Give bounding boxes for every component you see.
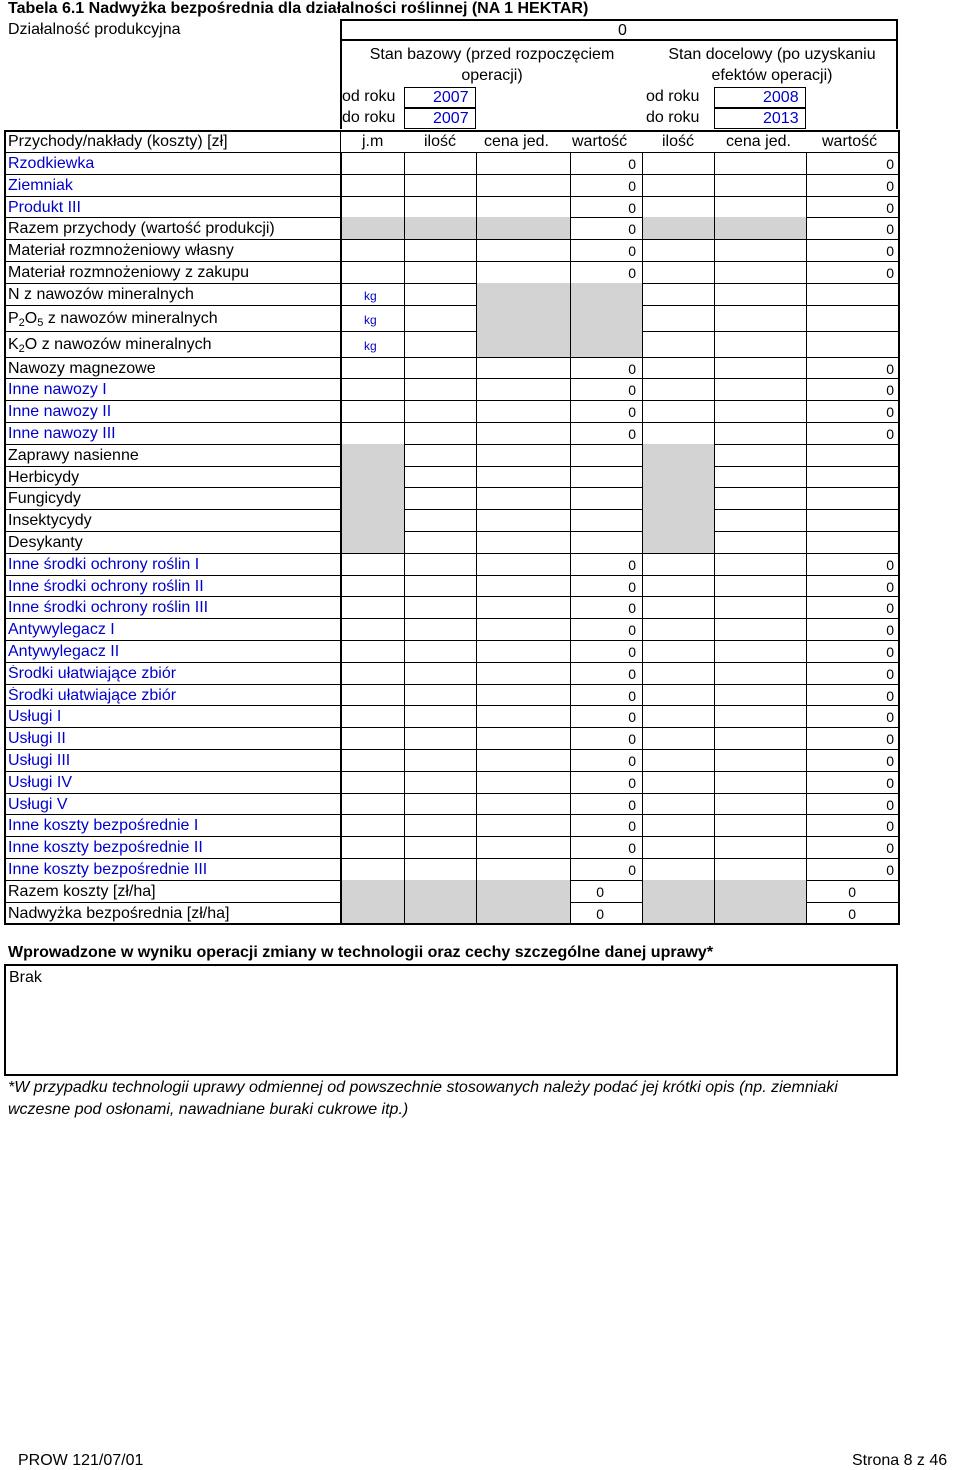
target-value: 0 xyxy=(886,199,894,216)
row-label: Usługi IV xyxy=(8,773,73,791)
grey-cell xyxy=(404,902,476,924)
row-divider xyxy=(4,283,898,284)
grey-cell xyxy=(714,880,806,902)
row-divider xyxy=(4,422,898,423)
row-divider xyxy=(4,858,898,859)
row-unit: kg xyxy=(364,288,377,303)
base-from-label: od roku xyxy=(342,88,396,105)
target-value: 0 xyxy=(886,360,894,377)
column-row-label: Przychody/nakłady (koszty) [zł] xyxy=(8,133,228,150)
target-value: 0 xyxy=(886,731,894,748)
changes-value: Brak xyxy=(9,969,42,986)
column-qty-target: ilość xyxy=(662,133,695,150)
target-value: 0 xyxy=(886,264,894,281)
grey-cell xyxy=(340,444,404,466)
grey-cell xyxy=(642,466,714,488)
row-label: Inne środki ochrony roślin I xyxy=(8,555,200,573)
grey-cell xyxy=(340,217,404,239)
target-value: 0 xyxy=(886,622,894,639)
row-divider xyxy=(4,261,898,262)
target-value: 0 xyxy=(886,404,894,421)
target-from-label: od roku xyxy=(646,88,700,105)
target-value: 0 xyxy=(886,221,894,238)
base-value: 0 xyxy=(628,243,636,260)
column-qty: ilość xyxy=(424,133,457,150)
grey-cell xyxy=(714,217,806,239)
grey-cell xyxy=(340,880,404,902)
target-value: 0 xyxy=(886,177,894,194)
grey-cell xyxy=(476,331,570,357)
target-value: 0 xyxy=(848,883,856,900)
base-value: 0 xyxy=(628,199,636,216)
base-value: 0 xyxy=(628,731,636,748)
base-value: 0 xyxy=(628,709,636,726)
grey-cell xyxy=(404,880,476,902)
target-value: 0 xyxy=(886,752,894,769)
row-divider xyxy=(4,531,898,532)
footnote: *W przypadku technologii uprawy odmiennej od powszechnie stosowanych należy podać jej krótki opis (np. ziemniaki wczesne pod osłonami, nawadniane buraki cukrowe itp.) xyxy=(8,1079,838,1118)
grey-cell xyxy=(642,217,714,239)
row-label: Nawozy magnezowe xyxy=(8,359,156,377)
grey-cell xyxy=(340,466,404,488)
grey-cell xyxy=(714,902,806,924)
row-divider xyxy=(4,466,898,467)
target-value: 0 xyxy=(886,709,894,726)
row-label: Inne nawozy II xyxy=(8,403,112,421)
grey-cell xyxy=(642,444,714,466)
changes-heading: Wprowadzone w wyniku operacji zmiany w technologii oraz cechy szczególne danej uprawy* xyxy=(8,944,714,961)
base-value: 0 xyxy=(628,818,636,835)
target-value: 0 xyxy=(886,600,894,617)
row-label: Insektycydy xyxy=(8,512,92,530)
grey-cell xyxy=(642,531,714,553)
base-value: 0 xyxy=(596,905,604,922)
footer-page-number: Strona 8 z 46 xyxy=(852,1452,948,1469)
target-value: 0 xyxy=(886,425,894,442)
column-divider xyxy=(340,152,342,923)
table-left-border xyxy=(4,130,6,923)
row-divider xyxy=(4,793,898,794)
row-divider xyxy=(4,596,898,597)
column-value: wartość xyxy=(572,133,628,150)
target-value: 0 xyxy=(886,796,894,813)
page-title: Tabela 6.1 Nadwyżka bezpośrednia dla działalności roślinnej (NA 1 HEKTAR) xyxy=(8,0,589,17)
row-divider xyxy=(4,662,898,663)
target-value: 0 xyxy=(886,687,894,704)
grey-cell xyxy=(340,487,404,509)
target-value: 0 xyxy=(886,578,894,595)
row-label: Materiał rozmnożeniowy własny xyxy=(8,242,234,260)
base-value: 0 xyxy=(628,360,636,377)
row-label: Fungicydy xyxy=(8,490,81,508)
row-label: Inne środki ochrony roślin II xyxy=(8,577,204,595)
header-top-line xyxy=(4,130,898,132)
row-label: Inne nawozy III xyxy=(8,424,116,442)
grey-cell xyxy=(570,331,642,357)
row-divider xyxy=(4,640,898,641)
row-label: Inne koszty bezpośrednie II xyxy=(8,839,203,857)
target-value: 0 xyxy=(886,840,894,857)
row-label: Desykanty xyxy=(8,533,83,551)
row-label: Herbicydy xyxy=(8,468,80,486)
base-to-label: do roku xyxy=(342,109,396,126)
base-heading: Stan bazowy (przed rozpoczęciem operacji) xyxy=(369,46,615,84)
grey-cell xyxy=(340,902,404,924)
row-label: $P_2O_5$ z nawozów mineralnych xyxy=(8,309,218,328)
row-divider xyxy=(4,771,898,772)
base-value: 0 xyxy=(628,177,636,194)
grey-cell xyxy=(642,509,714,531)
grey-cell xyxy=(642,880,714,902)
row-divider xyxy=(4,378,898,379)
base-value: 0 xyxy=(628,264,636,281)
base-value: 0 xyxy=(628,425,636,442)
footer-left: PROW 121/07/01 xyxy=(18,1452,144,1469)
base-from-input[interactable]: 2007 xyxy=(404,87,476,108)
row-label: Środki ułatwiające zbiór xyxy=(8,664,177,682)
target-value: 0 xyxy=(886,665,894,682)
target-value: 0 xyxy=(886,774,894,791)
activity-value: 0 xyxy=(618,22,627,39)
grey-cell xyxy=(476,283,570,305)
row-divider xyxy=(4,749,898,750)
base-value: 0 xyxy=(628,840,636,857)
row-label: Zaprawy nasienne xyxy=(8,446,139,464)
target-to-label: do roku xyxy=(646,109,700,126)
grey-cell xyxy=(642,487,714,509)
row-label: Usługi III xyxy=(8,751,71,769)
row-divider xyxy=(4,331,898,332)
grey-cell xyxy=(570,305,642,331)
base-value: 0 xyxy=(628,643,636,660)
base-value: 0 xyxy=(628,861,636,878)
base-value: 0 xyxy=(596,883,604,900)
row-label: Inne koszty bezpośrednie III xyxy=(8,860,208,878)
row-divider xyxy=(4,239,898,240)
row-label: Antywylegacz II xyxy=(8,642,120,660)
target-value: 0 xyxy=(886,818,894,835)
row-divider xyxy=(4,705,898,706)
column-divider xyxy=(404,152,405,923)
row-label: Materiał rozmnożeniowy z zakupu xyxy=(8,263,249,281)
row-label: Usługi II xyxy=(8,730,66,748)
changes-textarea[interactable] xyxy=(4,964,898,1076)
column-divider xyxy=(714,152,715,923)
column-divider xyxy=(570,152,571,923)
grey-cell xyxy=(404,217,476,239)
row-unit: kg xyxy=(364,312,377,327)
row-unit: kg xyxy=(364,338,377,353)
base-value: 0 xyxy=(628,796,636,813)
target-value: 0 xyxy=(886,382,894,399)
target-value: 0 xyxy=(886,861,894,878)
row-divider xyxy=(4,684,898,685)
row-label: Nadwyżka bezpośrednia [zł/ha] xyxy=(8,904,230,922)
grey-cell xyxy=(642,902,714,924)
base-value: 0 xyxy=(628,155,636,172)
row-label: Produkt III xyxy=(8,198,81,216)
column-divider xyxy=(476,152,477,923)
row-divider xyxy=(4,400,898,401)
row-divider xyxy=(4,174,898,175)
base-to-input[interactable]: 2007 xyxy=(404,108,476,129)
target-value: 0 xyxy=(886,556,894,573)
row-divider xyxy=(4,553,898,554)
grey-cell xyxy=(476,305,570,331)
header-right-border xyxy=(898,130,900,152)
grey-cell xyxy=(570,283,642,305)
column-price: cena jed. xyxy=(484,133,549,150)
target-value: 0 xyxy=(886,243,894,260)
column-divider xyxy=(642,152,643,923)
target-value: 0 xyxy=(848,905,856,922)
row-label: Ziemniak xyxy=(8,176,73,194)
row-label: Inne nawozy I xyxy=(8,381,107,399)
row-divider xyxy=(4,444,898,445)
row-label: Inne koszty bezpośrednie I xyxy=(8,817,199,835)
target-from-input[interactable]: 2008 xyxy=(714,87,806,108)
activity-label: Działalność produkcyjna xyxy=(8,21,181,38)
target-heading: Stan docelowy (po uzyskaniu efektów operacji) xyxy=(668,46,876,84)
base-value: 0 xyxy=(628,556,636,573)
row-label: Razem przychody (wartość produkcji) xyxy=(8,220,275,238)
column-divider xyxy=(806,152,807,923)
base-value: 0 xyxy=(628,752,636,769)
row-label: $K_2O$ z nawozów mineralnych xyxy=(8,335,212,354)
row-divider xyxy=(4,305,898,306)
row-label: Usługi V xyxy=(8,795,68,813)
column-unit: j.m xyxy=(362,133,384,150)
base-value: 0 xyxy=(628,404,636,421)
target-value: 0 xyxy=(886,155,894,172)
base-value: 0 xyxy=(628,687,636,704)
column-price-target: cena jed. xyxy=(726,133,791,150)
row-divider xyxy=(4,814,898,815)
row-divider xyxy=(4,509,898,510)
base-value: 0 xyxy=(628,221,636,238)
row-divider xyxy=(4,575,898,576)
header-left-border xyxy=(340,130,341,152)
row-divider xyxy=(4,196,898,197)
row-label: Antywylegacz I xyxy=(8,621,115,639)
row-label: Inne środki ochrony roślin III xyxy=(8,599,209,617)
row-label: N z nawozów mineralnych xyxy=(8,285,194,303)
row-divider xyxy=(4,357,898,358)
base-value: 0 xyxy=(628,774,636,791)
row-label: Rzodkiewka xyxy=(8,154,95,172)
base-value: 0 xyxy=(628,665,636,682)
grey-cell xyxy=(340,509,404,531)
row-divider xyxy=(4,727,898,728)
row-label: Usługi I xyxy=(8,708,62,726)
header-bottom-line xyxy=(4,152,898,153)
row-label: Środki ułatwiające zbiór xyxy=(8,686,177,704)
row-divider xyxy=(4,487,898,488)
row-label: Razem koszty [zł/ha] xyxy=(8,882,156,900)
row-divider xyxy=(4,836,898,837)
table-bottom-line xyxy=(4,923,900,925)
base-value: 0 xyxy=(628,600,636,617)
column-divider xyxy=(898,152,900,923)
base-value: 0 xyxy=(628,578,636,595)
grey-cell xyxy=(340,531,404,553)
base-value: 0 xyxy=(628,622,636,639)
grey-cell xyxy=(476,217,570,239)
target-value: 0 xyxy=(886,643,894,660)
activity-field[interactable] xyxy=(340,19,898,41)
target-to-input[interactable]: 2013 xyxy=(714,108,806,129)
column-value-target: wartość xyxy=(822,133,878,150)
row-divider xyxy=(4,618,898,619)
base-value: 0 xyxy=(628,382,636,399)
